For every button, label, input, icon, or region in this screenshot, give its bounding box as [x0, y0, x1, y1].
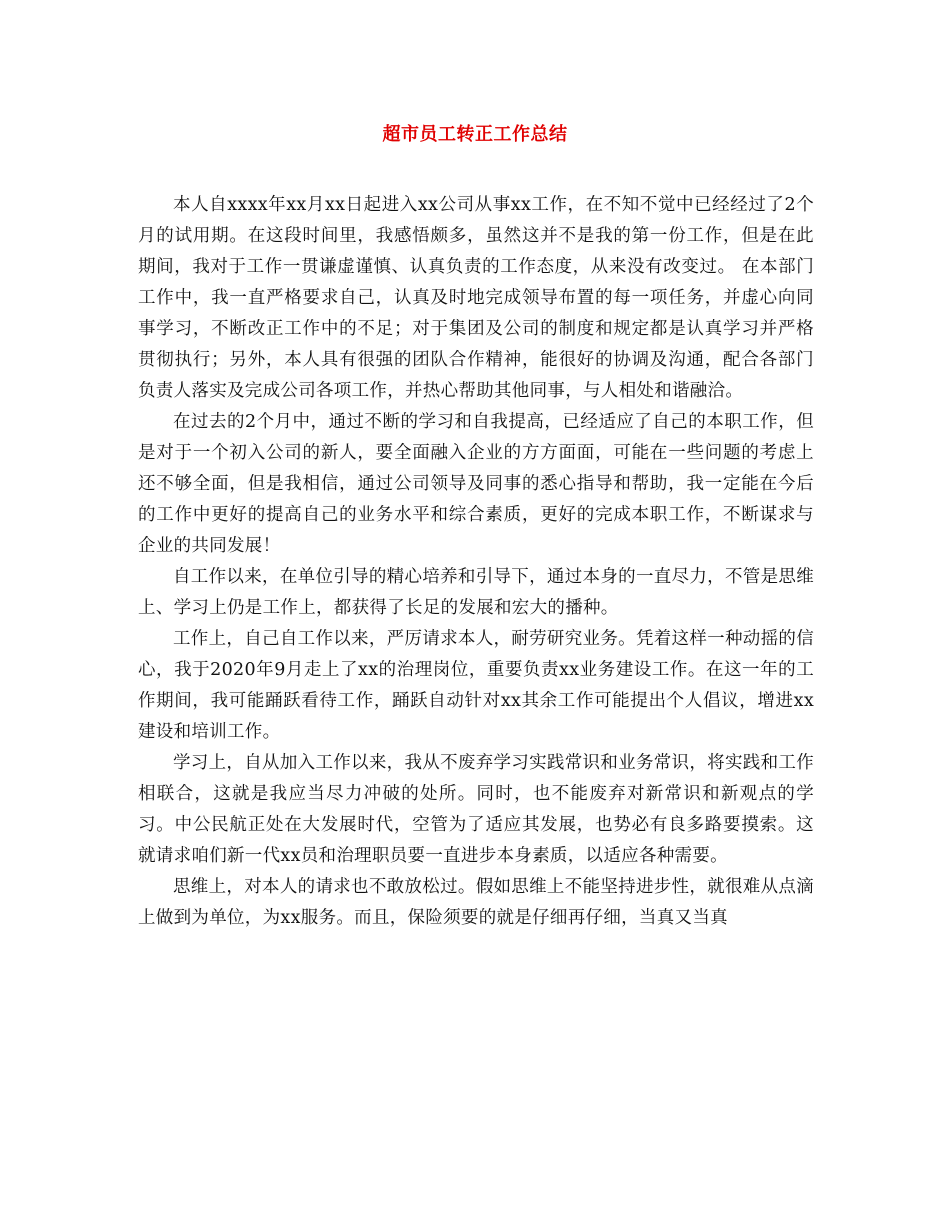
paragraph-since-working: 自工作以来，在单位引导的精心培养和引导下，通过本身的一直尽力，不管是思维上、学习上仍是工作上，都获得了长足的发展和宏大的播种。	[138, 567, 814, 618]
document-body	[138, 190, 814, 934]
document-title: 超市员工转正工作总结	[382, 124, 568, 145]
paragraph-study: 学习上，自从加入工作以来，我从不废弃学习实践常识和业务常识，将实践和工作相联合，这就是我应当尽力冲破的处所。同时，也不能废弃对新常识和新观点的学习。中公民航正处在大发展时代，空管为了适应其发展，也势必有良多路要摸索。这就请求咱们新一代xx员和治理职员要一直进步本身素质，以适应各种需要。	[138, 753, 814, 866]
paragraph-intro: 本人自xxxx年xx月xx日起进入xx公司从事xx工作，在不知不觉中已经经过了2个月的试用期。在这段时间里，我感悟颇多，虽然这并不是我的第一份工作，但是在此期间，我对于工作一贯谦虚谨慎、认真负责的工作态度，从来没有改变过。 在本部门工作中，我一直严格要求自己，认真及时地完成领导布置的每一项任务，并虚心向同事学习，不断改正工作中的不足；对于集团及公司的制度和规定都是认真学习并严格贯彻执行；另外，本人具有很强的团队合作精神，能很好的协调及沟通，配合各部门负责人落实及完成公司各项工作，并热心帮助其他同事，与人相处和谐融洽。	[138, 195, 814, 401]
paragraph-thinking: 思维上，对本人的请求也不敢放松过。假如思维上不能坚持进步性，就很难从点滴上做到为单位，为xx服务。而且，保险须要的就是仔细再仔细，当真又当真	[138, 877, 814, 928]
paragraph-past-two-months: 在过去的2个月中，通过不断的学习和自我提高，已经适应了自己的本职工作，但是对于一个初入公司的新人，要全面融入企业的方方面面，可能在一些问题的考虑上还不够全面，但是我相信，通过公司领导及同事的悉心指导和帮助，我一定能在今后的工作中更好的提高自己的业务水平和综合素质，更好的完成本职工作，不断谋求与企业的共同发展！	[138, 412, 814, 556]
paragraph-work: 工作上，自己自工作以来，严厉请求本人，耐劳研究业务。凭着这样一种动摇的信心，我于2020年9月走上了xx的治理岗位，重要负责xx业务建设工作。在这一年的工作期间，我可能踊跃看待工作，踊跃自动针对xx其余工作可能提出个人倡议，增进xx建设和培训工作。	[138, 629, 814, 742]
